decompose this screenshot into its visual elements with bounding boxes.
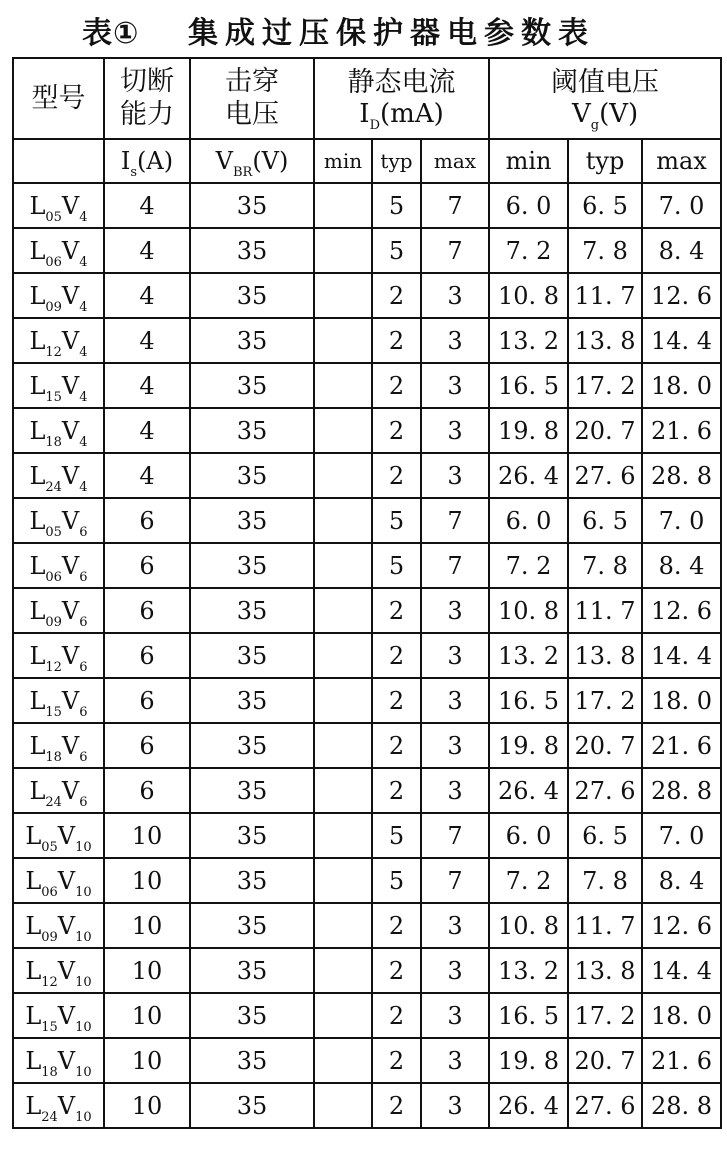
cell-vg-typ: 13. 8 bbox=[568, 633, 642, 678]
cell-model: $L_{09}V_{10}$ bbox=[13, 903, 104, 948]
cell-id-typ: 2 bbox=[372, 318, 421, 363]
table-row bbox=[13, 498, 721, 543]
header-breakdown-line2: 电压 bbox=[225, 98, 279, 130]
cell-model: $L_{15}V_{10}$ bbox=[13, 993, 104, 1038]
cell-breakdown-voltage: 35 bbox=[190, 723, 314, 768]
cell-breaking-capacity: 6 bbox=[104, 633, 190, 678]
cell-vg-max: 18. 0 bbox=[642, 993, 721, 1038]
cell-model: $L_{05}V_{10}$ bbox=[13, 813, 104, 858]
table-row bbox=[13, 768, 721, 813]
cell-id-typ: 2 bbox=[372, 678, 421, 723]
cell-breakdown-voltage: 35 bbox=[190, 453, 314, 498]
cell-breaking-capacity: 6 bbox=[104, 588, 190, 633]
table-row bbox=[13, 273, 721, 318]
header-row-main bbox=[13, 58, 721, 139]
cell-id-min bbox=[314, 588, 372, 633]
cell-id-typ: 2 bbox=[372, 1038, 421, 1083]
cell-vg-min: 16. 5 bbox=[489, 678, 568, 723]
cell-vg-min: 26. 4 bbox=[489, 453, 568, 498]
cell-breaking-capacity: 10 bbox=[104, 993, 190, 1038]
cell-model: $L_{06}V_6$ bbox=[13, 543, 104, 588]
cell-id-max: 7 bbox=[421, 228, 489, 273]
cell-id-min bbox=[314, 183, 372, 228]
table-row bbox=[13, 543, 721, 588]
cell-breakdown-voltage: 35 bbox=[190, 1038, 314, 1083]
cell-model: $L_{12}V_4$ bbox=[13, 318, 104, 363]
cell-id-min bbox=[314, 723, 372, 768]
table-row bbox=[13, 993, 721, 1038]
cell-vg-max: 18. 0 bbox=[642, 678, 721, 723]
cell-vg-typ: 13. 8 bbox=[568, 318, 642, 363]
cell-vg-max: 7. 0 bbox=[642, 498, 721, 543]
cell-vg-min: 6. 0 bbox=[489, 813, 568, 858]
cell-id-typ: 2 bbox=[372, 723, 421, 768]
cell-id-min bbox=[314, 858, 372, 903]
cell-id-typ: 2 bbox=[372, 633, 421, 678]
cell-id-max: 3 bbox=[421, 588, 489, 633]
header-threshold-voltage bbox=[489, 58, 721, 139]
cell-vg-typ: 11. 7 bbox=[568, 588, 642, 633]
cell-breaking-capacity: 10 bbox=[104, 1083, 190, 1128]
table-title: 集成过压保护器电参数表 bbox=[188, 16, 595, 51]
cell-breaking-capacity: 4 bbox=[104, 408, 190, 453]
cell-breaking-capacity: 6 bbox=[104, 498, 190, 543]
cell-id-min bbox=[314, 498, 372, 543]
cell-id-min bbox=[314, 543, 372, 588]
cell-id-typ: 2 bbox=[372, 993, 421, 1038]
header-row-sub bbox=[13, 139, 721, 183]
cell-id-typ: 5 bbox=[372, 183, 421, 228]
cell-id-max: 3 bbox=[421, 768, 489, 813]
cell-model: $L_{12}V_6$ bbox=[13, 633, 104, 678]
cell-breakdown-voltage: 35 bbox=[190, 498, 314, 543]
cell-vg-min: 16. 5 bbox=[489, 993, 568, 1038]
cell-id-max: 3 bbox=[421, 1083, 489, 1128]
table-row bbox=[13, 948, 721, 993]
cell-model: $L_{18}V_6$ bbox=[13, 723, 104, 768]
cell-id-max: 3 bbox=[421, 948, 489, 993]
header-quiescent-symbol: $I_D(mA)$ bbox=[359, 99, 444, 134]
cell-breakdown-voltage: 35 bbox=[190, 183, 314, 228]
table-row bbox=[13, 363, 721, 408]
cell-breakdown-voltage: 35 bbox=[190, 633, 314, 678]
cell-id-min bbox=[314, 1083, 372, 1128]
cell-vg-min: 6. 0 bbox=[489, 183, 568, 228]
cell-id-max: 3 bbox=[421, 1038, 489, 1083]
cell-breaking-capacity: 10 bbox=[104, 858, 190, 903]
cell-vg-typ: 17. 2 bbox=[568, 993, 642, 1038]
cell-breakdown-voltage: 35 bbox=[190, 768, 314, 813]
header-quiescent-line1: 静态电流 bbox=[347, 66, 456, 98]
header-is-unit: $I_s(A)$ bbox=[104, 139, 190, 183]
cell-vg-min: 10. 8 bbox=[489, 903, 568, 948]
cell-vg-min: 19. 8 bbox=[489, 1038, 568, 1083]
cell-id-max: 7 bbox=[421, 183, 489, 228]
cell-model: $L_{24}V_6$ bbox=[13, 768, 104, 813]
cell-id-typ: 5 bbox=[372, 858, 421, 903]
cell-id-max: 7 bbox=[421, 543, 489, 588]
cell-vg-max: 7. 0 bbox=[642, 183, 721, 228]
table-row bbox=[13, 1038, 721, 1083]
cell-model: $L_{06}V_{10}$ bbox=[13, 858, 104, 903]
cell-vg-max: 8. 4 bbox=[642, 543, 721, 588]
cell-id-min bbox=[314, 948, 372, 993]
header-vg-min: min bbox=[489, 139, 568, 183]
cell-vg-max: 12. 6 bbox=[642, 588, 721, 633]
cell-breakdown-voltage: 35 bbox=[190, 363, 314, 408]
cell-vg-typ: 17. 2 bbox=[568, 678, 642, 723]
cell-model: $L_{09}V_4$ bbox=[13, 273, 104, 318]
cell-breaking-capacity: 4 bbox=[104, 273, 190, 318]
cell-vg-min: 26. 4 bbox=[489, 1083, 568, 1128]
table-row bbox=[13, 408, 721, 453]
cell-id-min bbox=[314, 273, 372, 318]
cell-id-max: 3 bbox=[421, 453, 489, 498]
cell-id-min bbox=[314, 1038, 372, 1083]
cell-id-typ: 2 bbox=[372, 453, 421, 498]
table-row bbox=[13, 633, 721, 678]
cell-vg-typ: 7. 8 bbox=[568, 543, 642, 588]
header-vg-typ: typ bbox=[568, 139, 642, 183]
cell-breakdown-voltage: 35 bbox=[190, 813, 314, 858]
cell-vg-max: 18. 0 bbox=[642, 363, 721, 408]
cell-id-typ: 2 bbox=[372, 1083, 421, 1128]
cell-vg-max: 28. 8 bbox=[642, 768, 721, 813]
cell-vg-typ: 27. 6 bbox=[568, 768, 642, 813]
cell-id-min bbox=[314, 408, 372, 453]
cell-vg-typ: 20. 7 bbox=[568, 1038, 642, 1083]
cell-breakdown-voltage: 35 bbox=[190, 948, 314, 993]
cell-vg-min: 7. 2 bbox=[489, 543, 568, 588]
cell-breaking-capacity: 6 bbox=[104, 678, 190, 723]
cell-vg-min: 6. 0 bbox=[489, 498, 568, 543]
cell-breakdown-voltage: 35 bbox=[190, 588, 314, 633]
cell-vg-min: 13. 2 bbox=[489, 318, 568, 363]
cell-id-min bbox=[314, 318, 372, 363]
cell-vg-max: 12. 6 bbox=[642, 903, 721, 948]
cell-breakdown-voltage: 35 bbox=[190, 228, 314, 273]
cell-vg-min: 10. 8 bbox=[489, 273, 568, 318]
cell-vg-min: 10. 8 bbox=[489, 588, 568, 633]
cell-id-typ: 2 bbox=[372, 768, 421, 813]
cell-vg-typ: 11. 7 bbox=[568, 273, 642, 318]
cell-breaking-capacity: 4 bbox=[104, 318, 190, 363]
cell-vg-min: 16. 5 bbox=[489, 363, 568, 408]
cell-breaking-capacity: 4 bbox=[104, 453, 190, 498]
header-vbr-unit: $V_{BR}(V)$ bbox=[190, 139, 314, 183]
cell-id-min bbox=[314, 453, 372, 498]
cell-breakdown-voltage: 35 bbox=[190, 903, 314, 948]
cell-id-typ: 2 bbox=[372, 903, 421, 948]
cell-model: $L_{05}V_4$ bbox=[13, 183, 104, 228]
cell-vg-min: 19. 8 bbox=[489, 408, 568, 453]
cell-vg-max: 14. 4 bbox=[642, 948, 721, 993]
header-model: 型号 bbox=[13, 58, 104, 139]
cell-model: $L_{15}V_4$ bbox=[13, 363, 104, 408]
cell-vg-min: 26. 4 bbox=[489, 768, 568, 813]
table-row bbox=[13, 318, 721, 363]
header-breakdown-line1: 击穿 bbox=[225, 66, 279, 98]
cell-id-min bbox=[314, 813, 372, 858]
header-breaking-line1: 切断 bbox=[120, 66, 174, 98]
cell-id-max: 3 bbox=[421, 903, 489, 948]
cell-id-min bbox=[314, 768, 372, 813]
table-row bbox=[13, 678, 721, 723]
cell-id-typ: 2 bbox=[372, 363, 421, 408]
cell-vg-max: 21. 6 bbox=[642, 1038, 721, 1083]
cell-vg-max: 14. 4 bbox=[642, 318, 721, 363]
table-row bbox=[13, 588, 721, 633]
cell-vg-typ: 17. 2 bbox=[568, 363, 642, 408]
cell-breaking-capacity: 4 bbox=[104, 363, 190, 408]
cell-vg-min: 19. 8 bbox=[489, 723, 568, 768]
table-number: 表① bbox=[82, 16, 140, 51]
cell-model: $L_{12}V_{10}$ bbox=[13, 948, 104, 993]
cell-vg-max: 7. 0 bbox=[642, 813, 721, 858]
header-quiescent-current bbox=[314, 58, 489, 139]
table-row bbox=[13, 858, 721, 903]
header-vg-max: max bbox=[642, 139, 721, 183]
cell-id-max: 3 bbox=[421, 363, 489, 408]
cell-vg-max: 8. 4 bbox=[642, 228, 721, 273]
header-breakdown-voltage bbox=[190, 58, 314, 139]
table-row bbox=[13, 228, 721, 273]
cell-vg-max: 28. 8 bbox=[642, 453, 721, 498]
cell-vg-max: 21. 6 bbox=[642, 408, 721, 453]
cell-breaking-capacity: 6 bbox=[104, 768, 190, 813]
cell-breaking-capacity: 4 bbox=[104, 228, 190, 273]
cell-breakdown-voltage: 35 bbox=[190, 1083, 314, 1128]
cell-id-min bbox=[314, 633, 372, 678]
cell-vg-typ: 20. 7 bbox=[568, 723, 642, 768]
cell-vg-min: 7. 2 bbox=[489, 228, 568, 273]
cell-vg-typ: 11. 7 bbox=[568, 903, 642, 948]
header-threshold-symbol: $V_g(V)$ bbox=[571, 99, 639, 134]
cell-breaking-capacity: 10 bbox=[104, 903, 190, 948]
table-caption bbox=[0, 2, 727, 54]
cell-vg-min: 13. 2 bbox=[489, 948, 568, 993]
cell-id-typ: 5 bbox=[372, 498, 421, 543]
cell-breaking-capacity: 6 bbox=[104, 723, 190, 768]
cell-id-max: 3 bbox=[421, 723, 489, 768]
cell-model: $L_{05}V_6$ bbox=[13, 498, 104, 543]
cell-breakdown-voltage: 35 bbox=[190, 543, 314, 588]
cell-id-min bbox=[314, 993, 372, 1038]
cell-id-typ: 5 bbox=[372, 813, 421, 858]
cell-id-typ: 5 bbox=[372, 228, 421, 273]
cell-id-max: 3 bbox=[421, 318, 489, 363]
cell-id-max: 3 bbox=[421, 993, 489, 1038]
cell-vg-typ: 6. 5 bbox=[568, 498, 642, 543]
cell-id-typ: 2 bbox=[372, 948, 421, 993]
table-row bbox=[13, 183, 721, 228]
cell-vg-max: 14. 4 bbox=[642, 633, 721, 678]
table-row bbox=[13, 903, 721, 948]
cell-breakdown-voltage: 35 bbox=[190, 273, 314, 318]
cell-breakdown-voltage: 35 bbox=[190, 408, 314, 453]
cell-vg-max: 12. 6 bbox=[642, 273, 721, 318]
table-row bbox=[13, 453, 721, 498]
cell-model: $L_{24}V_{10}$ bbox=[13, 1083, 104, 1128]
header-id-typ: typ bbox=[372, 139, 421, 183]
cell-breaking-capacity: 10 bbox=[104, 813, 190, 858]
cell-breakdown-voltage: 35 bbox=[190, 858, 314, 903]
cell-id-max: 7 bbox=[421, 498, 489, 543]
cell-id-min bbox=[314, 678, 372, 723]
cell-breaking-capacity: 6 bbox=[104, 543, 190, 588]
header-breaking-capacity bbox=[104, 58, 190, 139]
cell-model: $L_{24}V_4$ bbox=[13, 453, 104, 498]
cell-vg-min: 13. 2 bbox=[489, 633, 568, 678]
cell-id-typ: 2 bbox=[372, 588, 421, 633]
cell-id-max: 3 bbox=[421, 408, 489, 453]
cell-model: $L_{18}V_4$ bbox=[13, 408, 104, 453]
header-id-min: min bbox=[314, 139, 372, 183]
header-id-max: max bbox=[421, 139, 489, 183]
cell-id-typ: 2 bbox=[372, 408, 421, 453]
cell-breaking-capacity: 10 bbox=[104, 948, 190, 993]
cell-breakdown-voltage: 35 bbox=[190, 993, 314, 1038]
cell-breaking-capacity: 10 bbox=[104, 1038, 190, 1083]
cell-id-max: 3 bbox=[421, 678, 489, 723]
cell-breaking-capacity: 4 bbox=[104, 183, 190, 228]
cell-vg-typ: 7. 8 bbox=[568, 858, 642, 903]
cell-vg-typ: 13. 8 bbox=[568, 948, 642, 993]
table-row bbox=[13, 723, 721, 768]
cell-breakdown-voltage: 35 bbox=[190, 318, 314, 363]
cell-vg-max: 8. 4 bbox=[642, 858, 721, 903]
header-breaking-line2: 能力 bbox=[120, 98, 174, 130]
cell-id-typ: 2 bbox=[372, 273, 421, 318]
cell-vg-typ: 7. 8 bbox=[568, 228, 642, 273]
cell-id-min bbox=[314, 228, 372, 273]
header-model-blank bbox=[13, 139, 104, 183]
cell-id-max: 3 bbox=[421, 273, 489, 318]
cell-breakdown-voltage: 35 bbox=[190, 678, 314, 723]
cell-model: $L_{06}V_4$ bbox=[13, 228, 104, 273]
cell-vg-typ: 6. 5 bbox=[568, 813, 642, 858]
cell-model: $L_{18}V_{10}$ bbox=[13, 1038, 104, 1083]
cell-vg-typ: 20. 7 bbox=[568, 408, 642, 453]
cell-id-max: 7 bbox=[421, 813, 489, 858]
table-row bbox=[13, 813, 721, 858]
cell-model: $L_{15}V_6$ bbox=[13, 678, 104, 723]
cell-model: $L_{09}V_6$ bbox=[13, 588, 104, 633]
cell-id-min bbox=[314, 903, 372, 948]
cell-vg-typ: 6. 5 bbox=[568, 183, 642, 228]
cell-vg-max: 28. 8 bbox=[642, 1083, 721, 1128]
header-threshold-line1: 阈值电压 bbox=[551, 66, 660, 98]
cell-id-min bbox=[314, 363, 372, 408]
cell-id-typ: 5 bbox=[372, 543, 421, 588]
table-row bbox=[13, 1083, 721, 1128]
cell-id-max: 7 bbox=[421, 858, 489, 903]
cell-vg-max: 21. 6 bbox=[642, 723, 721, 768]
cell-vg-typ: 27. 6 bbox=[568, 1083, 642, 1128]
cell-vg-typ: 27. 6 bbox=[568, 453, 642, 498]
cell-vg-min: 7. 2 bbox=[489, 858, 568, 903]
cell-id-max: 3 bbox=[421, 633, 489, 678]
parameter-table bbox=[12, 57, 722, 1129]
